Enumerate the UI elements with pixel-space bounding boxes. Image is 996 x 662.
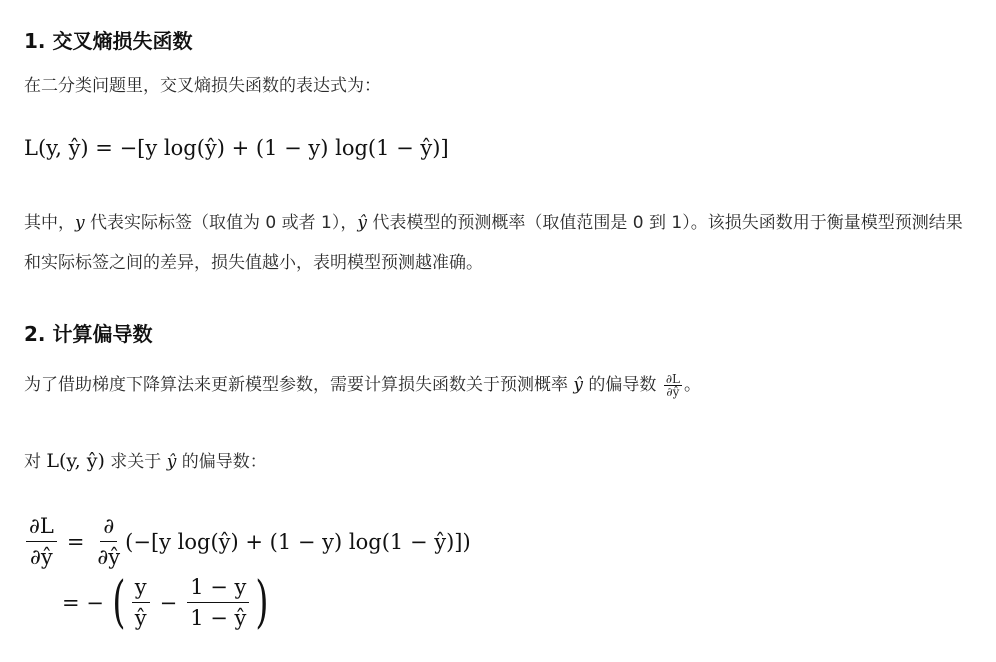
derivative-equation-line-2 bbox=[62, 569, 273, 635]
right-big-paren: ) bbox=[255, 569, 269, 635]
section-heading-cross-entropy: 1. 交叉熵损失函数 bbox=[24, 29, 193, 53]
dl-dyhat-inline-fraction bbox=[664, 373, 682, 398]
derivative-equation-line-1 bbox=[24, 513, 471, 570]
var-y: y bbox=[75, 213, 85, 233]
lhs-denominator: ∂ŷ bbox=[30, 545, 53, 569]
loss-formula: L(y, ŷ) = −[y log(ŷ) + (1 − y) log(1 − ŷ)] bbox=[24, 136, 449, 160]
frac2-numerator: 1 − y bbox=[187, 574, 249, 603]
task-loss-expression: L(y, ŷ) bbox=[46, 450, 105, 472]
frac2-denominator: 1 − ŷ bbox=[190, 606, 247, 630]
gradient-intro-paragraph bbox=[24, 370, 701, 400]
var-y-hat-inline: ŷ bbox=[573, 375, 584, 395]
task-paragraph bbox=[24, 450, 267, 473]
operator-numerator: ∂ bbox=[100, 513, 117, 542]
y-over-yhat-fraction bbox=[132, 574, 150, 631]
task-var-y-hat: ŷ bbox=[166, 452, 177, 472]
left-big-paren: ( bbox=[112, 569, 126, 635]
operator-denominator: ∂ŷ bbox=[97, 545, 121, 569]
partial-operator-fraction bbox=[94, 513, 123, 570]
task-text-3: 的偏导数： bbox=[176, 452, 267, 472]
gradient-intro-end: 。 bbox=[684, 375, 702, 395]
equals-sign: = bbox=[66, 529, 85, 554]
explanation-paragraph bbox=[24, 203, 964, 283]
fraction-numerator: ∂L bbox=[665, 371, 681, 386]
gradient-intro-text-1: 为了借助梯度下降算法来更新模型参数，需要计算损失函数关于预测概率 bbox=[24, 375, 574, 395]
derivative-body: (−[y log(ŷ) + (1 − y) log(1 − ŷ)]) bbox=[125, 529, 471, 554]
lhs-numerator: ∂L bbox=[26, 513, 57, 542]
task-text-2: 求关于 bbox=[104, 452, 167, 472]
frac1-numerator: y bbox=[132, 574, 150, 603]
gradient-intro-text-2: 的偏导数 bbox=[583, 375, 662, 395]
frac1-denominator: ŷ bbox=[134, 606, 147, 630]
explain-text-1: 其中， bbox=[24, 213, 75, 233]
task-text-1: 对 bbox=[24, 452, 47, 472]
var-y-hat: ŷ bbox=[357, 213, 367, 233]
minus-sign: − bbox=[159, 590, 178, 615]
intro-paragraph: 在二分类问题里，交叉熵损失函数的表达式为： bbox=[24, 76, 381, 96]
one-minus-y-fraction bbox=[187, 574, 249, 631]
explain-text-3: 代表模型的预测概率（取值范围是 0 到 1）。该损失函数用于衡量模型预测结果和实际标签之间的差异，损失值越小，表明模型预测越准确。 bbox=[24, 213, 963, 273]
fraction-denominator: ∂ŷ bbox=[666, 384, 680, 399]
dl-dyhat-fraction bbox=[26, 513, 57, 570]
explain-text-2: 代表实际标签（取值为 0 或者 1）， bbox=[84, 213, 358, 233]
result-prefix: = − bbox=[62, 590, 104, 615]
section-heading-partial-derivative: 2. 计算偏导数 bbox=[24, 322, 153, 346]
